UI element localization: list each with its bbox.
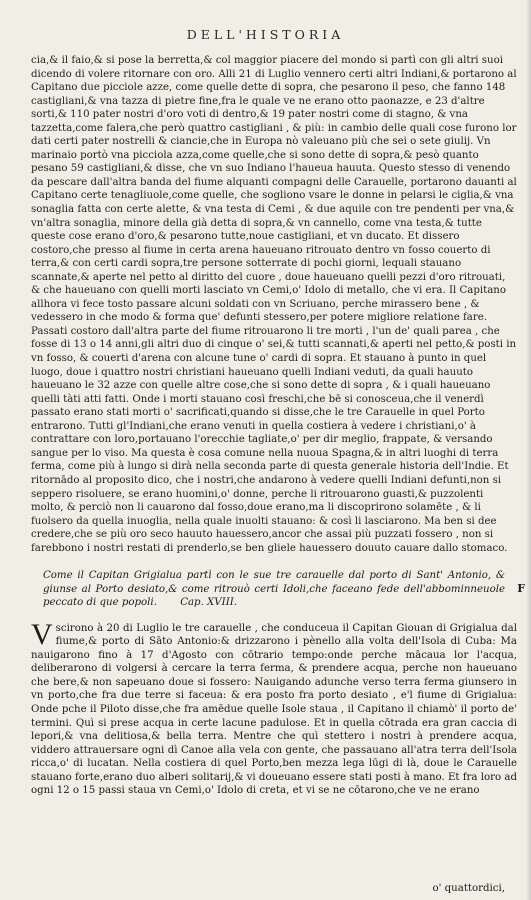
chapter-heading [43, 569, 505, 610]
chapter-heading-text: Come il Capitan Grigialua partì con le sue tre carauelle dal porto di Sant' Antonio, & giunse al Porto desiato,& come ritrouò certi Idoli,che faceano fede dell'abbominneuole peccato di que popoli. [43, 570, 505, 609]
marginal-letter: F [517, 582, 525, 595]
catchword: o' quattordici, [432, 883, 505, 894]
main-text-block [31, 54, 517, 555]
paragraph-1: cia,& il faio,& si pose la berretta,& col maggior piacere del mondo si partì con gli altri suoi dicendo di volere ritornare con oro. Alli 21 di Luglio vennero certi altri Indiani,& portarono al Capitano due picciole azze, come quelle dette di sopra, che pesarono il peso, che fanno 148 castigliani,& vna tazza di pietre fine,fra le quale ve ne erano otto paonazze, e 23 d'altre sorti,& 110 pater nostri d'oro voti di dentro,& 19 pater nostri come di stagno, & vna tazzetta,come falera,che però quattro castigliani , & più: in cambio delle quali cose furono lor dati certi pater nostrelli & ciancie,che in Europa nò valeuano più che sei o sete giulij. Vn marinaio portò vna picciola azza,come quelle,che si sono dette di sopra,& pesò quanto pesano 59 castigliani,& disse, che vn suo Indiano l'haueua hauuta. Questo stesso di venendo da pescare dall'altra banda del fiume alquanti compagni delle Carauelle, portarono dauanti al Capitano certe tenagliuole,come quelle, che sogliono vsare le donne in pelarsi le ciglia,& vna sonaglia fatta con certe alette, & vna testa di Cemi , & due aquile con tre pendenti per vna,& vn'altra sonaglia, minore della già detta di sopra,& vn cannello, come vna testa,& tutte queste cose erano d'oro,& pesarono tutte,noue castigliani, et vn ducato. Et dissero costoro,che presso al fiume in certa arena haueuano ritrouato dentro vn fosso couerto di terra,& con certi cardi sopra,tre persone sotterrate di pochi giorni, lequali stauano scannate,& aperte nel petto al diritto del cuore , doue haueuano quelli pezzi d'oro ritrouati, & che haueuano con quelli morti lasciato vn Cemi,o' Idolo di metallo, che vi era. Il Capitano allhora vi fece tosto passare alcuni soldati con vn Scriuano, perche mirassero bene , & vedessero in che modo & forma que' defunti stessero,per potere migliore relatione fare. Passati costoro dall'altra parte del fiume ritrouarono li tre morti , l'un de' quali parea , che fosse di 13 o 14 anni,gli altri duo di cinque o' sei,& tutti scannati,& aperti nel petto,& posti in vn fosso, & couerti d'arena con alcune tune o' cardi di sopra. Et stauano à punto in quel luogo, doue i quattro nostri christiani haueuano quelli Indiani veduti, da quali hauuto haueuano le 32 azze con quelle altre cose,che si sono dette di sopra , & i quali haueuano quelli tàti atti fatti. Onde i morti stauano così freschi,che bē si conosceua,che il venerdì passato erano stati morti o' sacrificati,quando si disse,che le tre Carauelle in quel Porto entrarono. Tutti gl'Indiani,che erano venuti in quella costiera à vedere i christiani,o' à contrattare con loro,portauano l'orecchie tagliate,o' per dir meglio, frappate, & versando sangue per lo viso. Ma questa è cosa comune nella nuoua Spagna,& in altri luoghi di terra ferma, come più à lungo si dirà nella seconda parte di questa generale historia dell'Indie. Et ritornādo al proposito dico, che i nostri,che andarono à vedere quelli Indiani defunti,non si seppero risoluere, se erano huomini,o' donne, perche li ritrouarono guasti,& puzzolenti molto, & perciò non li cauarono dal fosso,doue erano,ma li discoprirono solamēte , & li fuolsero da quella inuoglia, nella quale inuolti stauano: & così li lasciarono. Ma ben si dee credere,che se più oro seco hauuto hauessero,ancor che assai più puzzati fossero , non si farebbono i nostri restati di prenderlo,se ben gliele hauessero douuto cauare dallo stomaco. [31, 55, 517, 554]
chapter-text-block [31, 617, 517, 798]
page-edge-shadow [526, 0, 531, 900]
running-head: DELL'HISTORIA [186, 27, 345, 42]
drop-cap-initial: V [31, 617, 53, 651]
chapter-paragraph: scirono à 20 di Luglio le tre carauelle , che conduceua il Capitan Giouan di Grigialua dal fiume,& porto di Sāto Antonio:& drizzarono i pènello alla volta dell'Isola di Cuba: Ma nauigarono fino à 17 d'Agosto con cōtrario tempo:onde perche mācaua lor l'acqua, deliberarono di volgersi à cercare la terra ferma, & prendere acqua, perche non haueuano che bere,& non sapeuano doue si fossero: Nauigando adunche verso terra ferma giunsero in vn porto,che fra due terre si faceua: & era posto fra porto desiato , e'l fiume di Grigialua: Onde pche il Piloto disse,che fra amēdue quelle Isole staua , il Capitano il chiamò' il porto de' termini. Quì si prese acqua in certe lacune padulose. Et in quella cōtrada era gran caccia di lepori,& vna delitiosa,& bella terra. Mentre che quì stettero i nostri à prendere acqua, viddero attrauersare ogni dì Canoe alla vela con gente, che passauano all'atra terra dell'Isola ricca,o' di lucatan. Nella costiera di quel Porto,ben mezza lega lūgi di là, doue le Carauelle stauano forte,erano duo alberi solitarij,& vi doueuano essere stati posti à mano. Et fra loro ad ogni 12 o 15 passi staua vn Cemi,o' Idolo di creta, et vi se ne cōtarono,che ve ne erano [31, 622, 517, 797]
chapter-number: Cap. XVIII. [180, 597, 237, 609]
